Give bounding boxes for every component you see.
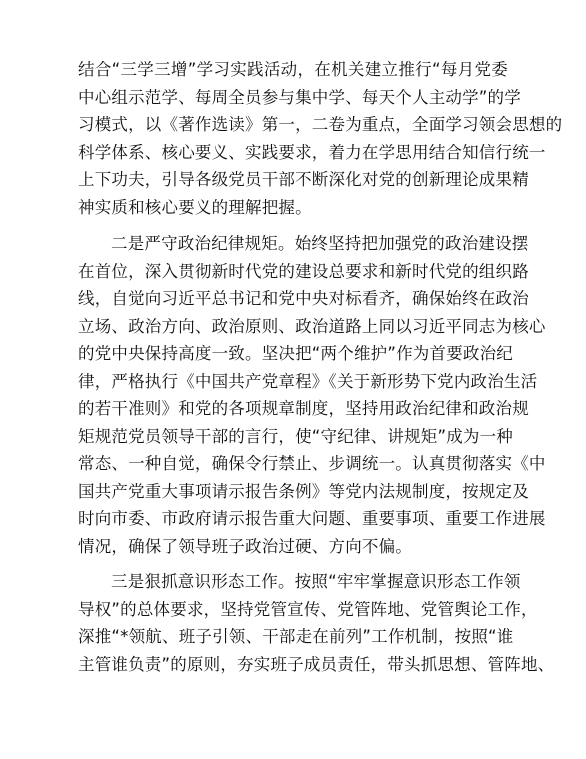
paragraph-political-discipline	[78, 230, 546, 560]
paragraph-study	[78, 56, 563, 221]
text-line: 深推“*领航、班子引领、干部走在前列”工作机制，按照“谁	[78, 627, 514, 646]
text-line: 立场、政治方向、政治原则、政治道路上同以习近平同志为核心	[78, 316, 546, 336]
text-line: 线，自觉向习近平总书记和党中央对标看齐，确保始终在政治	[78, 289, 529, 308]
text-line: 科学体系、核心要义、实践要求，着力在学思用结合知信行统一	[78, 142, 546, 162]
text-line: 矩规范党员领导干部的言行，使“守纪律、讲规矩”成为一种	[78, 426, 513, 446]
paragraph-ideology-work	[78, 568, 555, 678]
text-line: 神实质和核心要义的理解把握。	[78, 197, 312, 217]
text-line: 导权”的总体要求，坚持党管宣传、党管阵地、党管舆论工作，	[78, 599, 538, 619]
text-line: 三是狠抓意识形态工作。按照“牢牢掌握意识形态工作领	[111, 572, 521, 591]
text-line: 常态、一种自觉，确保令行禁止、步调统一。认真贯彻落实《中	[78, 454, 546, 473]
text-line: 的若干准则》和党的各项规章制度，坚持用政治纪律和政治规	[78, 399, 529, 418]
text-line: 习模式，以《著作选读》第一，二卷为重点，全面学习领会思想的	[78, 115, 563, 134]
document-body	[78, 56, 563, 686]
text-line: 中心组示范学、每周全员参与集中学、每天个人主动学”的学	[78, 87, 521, 107]
text-line: 在首位，深入贯彻新时代党的建设总要求和新时代党的组织路	[78, 261, 529, 281]
text-line: 国共产党重大事项请示报告条例》等党内法规制度，按规定及	[78, 481, 529, 501]
text-line: 时向市委、市政府请示报告重大问题、重要事项、重要工作进展	[78, 509, 546, 528]
text-line: 二是严守政治纪律规矩。始终坚持把加强党的政治建设摆	[111, 234, 529, 253]
text-line: 结合“三学三增”学习实践活动，在机关建立推行“每月党委	[78, 60, 508, 79]
text-line: 律，严格执行《中国共产党章程》《关于新形势下党内政治生活	[78, 371, 538, 391]
text-line: 主管谁负责”的原则，夯实班子成员责任，带头抓思想、管阵地、	[78, 654, 555, 674]
text-line: 上下功夫，引导各级党员干部不断深化对党的创新理论成果精	[78, 170, 529, 189]
text-line: 的党中央保持高度一致。坚决把“两个维护”作为首要政治纪	[78, 344, 513, 363]
text-line: 情况，确保了领导班子政治过硬、方向不偏。	[78, 536, 412, 556]
